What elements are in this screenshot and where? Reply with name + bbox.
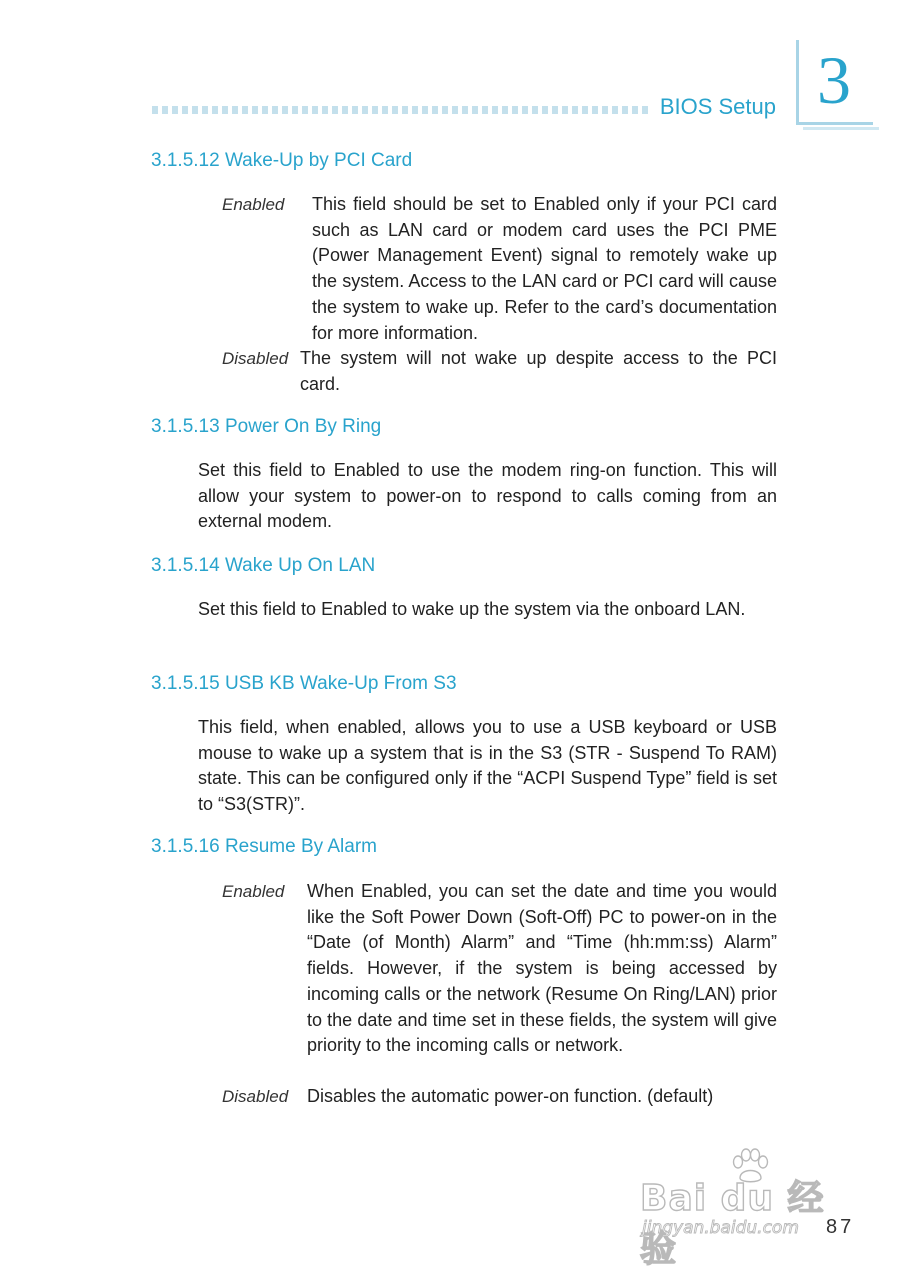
section-body: Set this field to Enabled to use the modem ring-on function. This will allow your system to power-on to respond to calls coming from an external modem. (198, 460, 777, 532)
option-description: When Enabled, you can set the date and time you would like the Soft Power Down (Soft-Off) PC to power-on in the “Date (of Month) Alarm” and “Time (hh:mm:ss) Alarm” fields. However, if the system is being accessed by incoming calls or the network (Resume On Ring/LAN) prior to the date and time set in these fields, the system will give priority to the incoming calls or network. (307, 881, 777, 1056)
option-description: This field should be set to Enabled only if your PCI card such as LAN card or modem card uses the PCI PME (Power Management Event) signal to remotely wake up the system. Access to the LAN card or PCI card will cause the system to wake up. Refer to the card’s documentation for more information. (312, 194, 777, 343)
section-heading: 3.1.5.16 Resume By Alarm (151, 836, 377, 857)
section-heading: 3.1.5.14 Wake Up On LAN (151, 555, 376, 576)
section-title: BIOS Setup (659, 94, 776, 119)
section-heading: 3.1.5.12 Wake-Up by PCI Card (151, 150, 413, 171)
page-header (0, 0, 904, 140)
dotted-rule (152, 106, 652, 114)
option-term: Enabled (222, 195, 285, 214)
watermark-url: jingyan.baidu.com (642, 1218, 799, 1238)
section-body: This field, when enabled, allows you to use a USB keyboard or USB mouse to wake up a system that is in the S3 (STR - Suspend To RAM) state. This can be configured only if the “ACPI Suspend Type” field is set to “S3(STR)”. (198, 717, 777, 815)
chapter-number: 3 (817, 42, 851, 118)
section-heading: 3.1.5.13 Power On By Ring (151, 416, 382, 437)
option-description: The system will not wake up despite access to the PCI card. (300, 348, 777, 394)
option-description: Disables the automatic power-on function. (default) (307, 1086, 714, 1106)
option-term: Disabled (222, 349, 289, 368)
watermark-brand: Bai du 经验 (640, 1178, 825, 1270)
section-body: Set this field to Enabled to wake up the system via the onboard LAN. (198, 599, 746, 619)
option-term: Disabled (222, 1087, 289, 1106)
option-term: Enabled (222, 882, 285, 901)
page-number: 87 (826, 1216, 855, 1238)
section-heading: 3.1.5.15 USB KB Wake-Up From S3 (151, 673, 457, 694)
